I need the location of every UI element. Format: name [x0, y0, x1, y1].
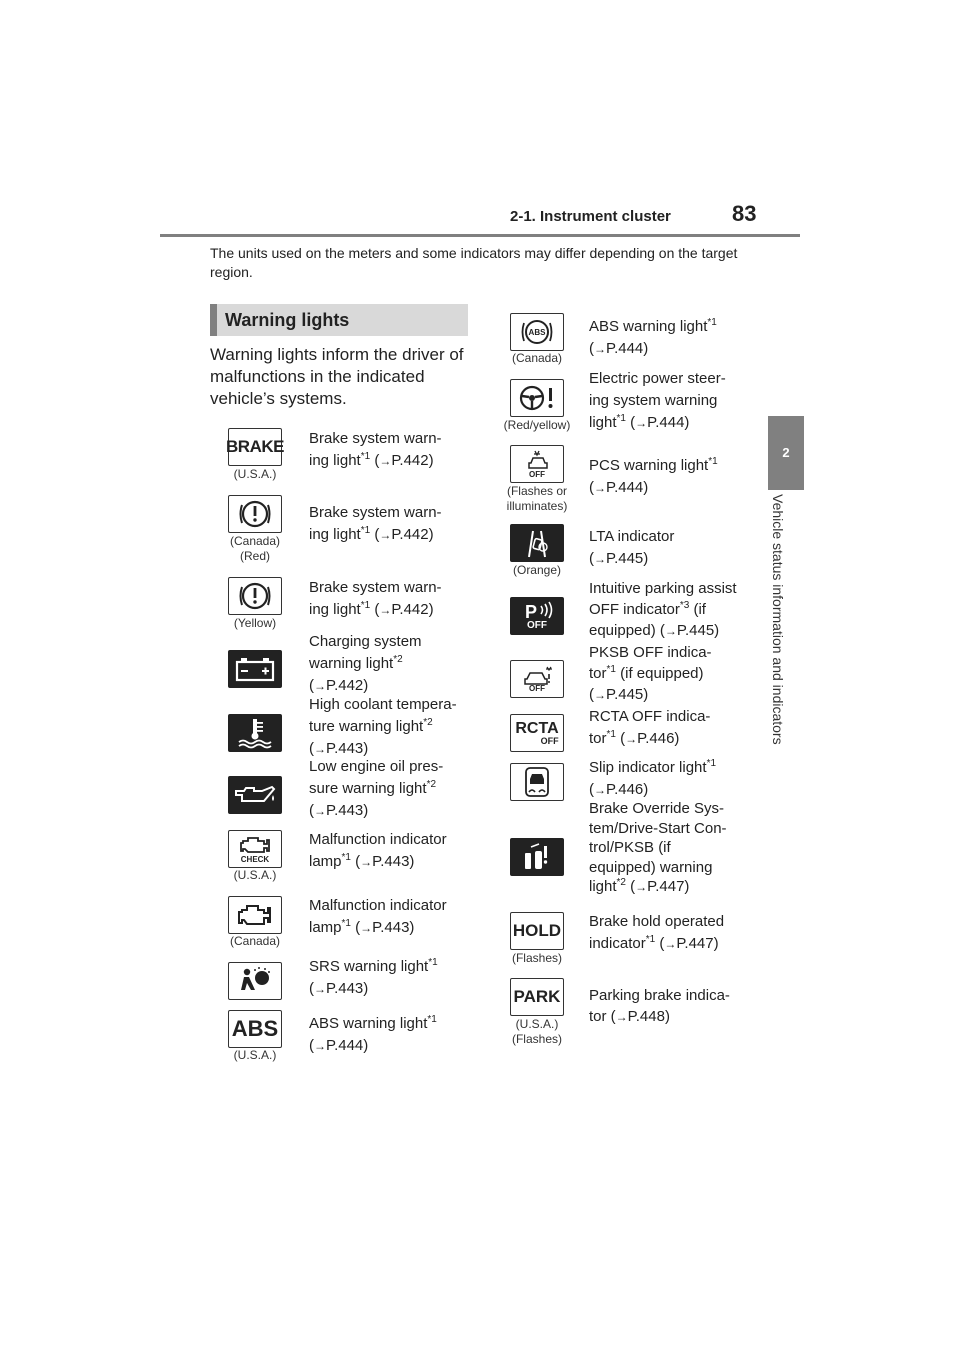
- page-ref[interactable]: P.442: [391, 526, 429, 543]
- intro-text: The units used on the meters and some indicators may differ depending on the target region.: [210, 245, 738, 280]
- page-ref[interactable]: P.444: [606, 340, 644, 357]
- arrow-icon: →: [360, 855, 373, 869]
- icon-label: (U.S.A.) (Flashes): [511, 1017, 562, 1046]
- page-ref[interactable]: P.444: [647, 414, 685, 431]
- entry-description: Brake Override Sys- tem/Drive-Start Con- trol/PKSB (if equipped) warning light$^{*2}$ (→P.447): [589, 800, 727, 895]
- arrow-icon: →: [314, 1039, 326, 1053]
- page-ref[interactable]: P.443: [326, 802, 364, 819]
- desc-line: lamp: [309, 919, 342, 936]
- slip-indicator-icon: [510, 763, 564, 801]
- entry-description: Low engine oil pres- sure warning light$^{*2}$ (→P.443): [309, 758, 444, 819]
- desc-line: equipped) warning: [589, 858, 713, 876]
- battery-icon: [228, 650, 282, 688]
- footnote-mark: *1: [707, 317, 717, 328]
- page-ref[interactable]: P.447: [647, 878, 685, 895]
- page-ref[interactable]: P.443: [372, 853, 410, 870]
- icon-label: (U.S.A.): [233, 467, 277, 481]
- brake-override-icon: [510, 838, 564, 876]
- desc-line: light: [589, 878, 617, 895]
- icon-label: (U.S.A.): [233, 1048, 277, 1062]
- page-ref[interactable]: P.443: [372, 919, 410, 936]
- pksb-off-icon: [510, 660, 564, 698]
- page-ref[interactable]: P.444: [326, 1037, 364, 1054]
- entry-description: LTA indicator (→P.445): [589, 528, 675, 567]
- arrow-icon: →: [314, 679, 326, 693]
- arrow-icon: →: [635, 416, 648, 430]
- entry-description: Brake hold operated indicator$^{*1}$ (→P.447): [589, 913, 725, 952]
- page-ref[interactable]: P.445: [676, 622, 715, 639]
- desc-line: sure warning light: [309, 780, 427, 797]
- arrow-icon: →: [594, 688, 606, 702]
- airbag-icon: [228, 962, 282, 1000]
- footnote-mark: *1: [606, 729, 616, 740]
- icon-text: BRAKE: [226, 437, 284, 456]
- icon-text: PARK: [513, 987, 561, 1006]
- icon-label: (U.S.A.): [233, 868, 277, 882]
- page-ref[interactable]: P.443: [326, 740, 364, 757]
- page-ref[interactable]: P.447: [676, 935, 714, 952]
- desc-line: light: [589, 414, 617, 431]
- desc-line: OFF indicator: [589, 601, 680, 618]
- arrow-icon: →: [615, 1010, 628, 1024]
- desc-line: Malfunction indicator: [309, 897, 447, 914]
- footnote-mark: *3: [679, 600, 690, 611]
- footnote-mark: *2: [616, 877, 626, 888]
- footnote-mark: *1: [606, 664, 616, 675]
- section-description: Warning lights inform the driver of malfunctions in the indicated vehicle’s systems.: [210, 345, 464, 408]
- entry-description: Brake system warn- ing light$^{*1}$ (→P.442): [309, 430, 442, 469]
- desc-line: Brake system warn-: [309, 430, 442, 447]
- pcs-warning-icon: [510, 445, 564, 483]
- footnote-mark: *1: [706, 758, 717, 769]
- icon-label: (Canada) (Red): [229, 534, 281, 563]
- icon-label: (Flashes): [511, 951, 562, 965]
- arrow-icon: →: [314, 982, 326, 996]
- abs-text-icon: [228, 1010, 282, 1048]
- footnote-mark: *1: [428, 957, 438, 968]
- arrow-icon: →: [594, 481, 606, 495]
- hold-text-icon: [510, 912, 564, 950]
- icon-label: (Canada): [229, 934, 281, 948]
- desc-line: Brake system warn-: [309, 579, 442, 596]
- desc-line: LTA indicator: [589, 528, 675, 545]
- icon-text: CHECK: [240, 854, 270, 864]
- footnote-mark: *1: [341, 918, 351, 929]
- desc-suffix: (if equipped): [615, 665, 704, 682]
- desc-line: equipped) (: [589, 622, 665, 639]
- footnote-mark: *1: [708, 456, 718, 467]
- check-engine-icon: [228, 830, 282, 868]
- footnote-mark: *1: [360, 525, 371, 536]
- icon-text: OFF: [529, 470, 545, 479]
- entry-description: Malfunction indicator lamp$^{*1}$ (→P.443): [309, 897, 447, 936]
- icon-label: (Orange): [512, 563, 562, 577]
- page-ref[interactable]: P.445: [606, 686, 644, 703]
- desc-line: Brake system warn-: [309, 504, 442, 521]
- coolant-temperature-icon: [228, 714, 282, 752]
- desc-line: tor (: [589, 1008, 616, 1025]
- entry-description: High coolant tempera- ture warning light$^{*2}$ (→P.443): [309, 696, 457, 757]
- arrow-icon: →: [360, 921, 373, 935]
- page-number: 83: [732, 201, 757, 226]
- desc-line: tor: [589, 730, 607, 747]
- desc-line: Low engine oil pres-: [309, 758, 444, 775]
- desc-line: Malfunction indicator: [309, 831, 447, 848]
- footnote-mark: *1: [427, 1014, 437, 1025]
- icon-label: (Canada): [511, 351, 563, 365]
- entry-description: Slip indicator light$^{*1}$ (→P.446): [589, 758, 717, 798]
- steering-wheel-warning-icon: [510, 379, 564, 417]
- icon-text: OFF: [529, 684, 545, 693]
- svg-text:P: P: [525, 602, 538, 621]
- desc-line: PCS warning light: [589, 457, 709, 474]
- arrow-icon: →: [594, 342, 606, 356]
- chapter-tab-title: Vehicle status information and indicators: [770, 494, 786, 745]
- desc-line: PKSB OFF indica-: [589, 644, 712, 661]
- entry-description: Electric power steer- ing system warning light$^{*1}$ (→P.444): [589, 370, 726, 431]
- arrow-icon: →: [314, 742, 326, 756]
- desc-line: ABS warning light: [309, 1015, 428, 1032]
- footnote-mark: *1: [360, 600, 371, 611]
- desc-line: Brake hold operated: [589, 913, 725, 930]
- arrow-icon: →: [625, 732, 638, 746]
- page-ref[interactable]: P.446: [637, 730, 675, 747]
- entry-description: SRS warning light$^{*1}$ (→P.443): [309, 957, 438, 997]
- oil-can-icon: [228, 776, 282, 814]
- engine-icon: [228, 896, 282, 934]
- entry-description: PCS warning light$^{*1}$ (→P.444): [589, 456, 718, 496]
- rcta-off-icon: [510, 714, 564, 752]
- desc-line: warning light: [309, 655, 394, 672]
- arrow-icon: →: [594, 552, 606, 566]
- arrow-icon: →: [664, 624, 677, 638]
- entry-description: PKSB OFF indica- tor$^{*1}$ (if equipped) (→P.445): [589, 644, 712, 703]
- exclamation-circle-icon: [228, 495, 282, 533]
- footnote-mark: *1: [341, 852, 351, 863]
- desc-line: RCTA OFF indica-: [589, 708, 711, 725]
- section-heading: Warning lights: [210, 304, 468, 336]
- desc-line: ing light: [309, 452, 361, 469]
- entry-description: Charging system warning light$^{*2}$ (→P.442): [309, 633, 422, 694]
- desc-line: lamp: [309, 853, 342, 870]
- desc-line: trol/PKSB (if: [589, 839, 671, 856]
- header-rule: [160, 234, 800, 237]
- icon-text: ABS: [231, 1016, 279, 1041]
- page-ref[interactable]: P.443: [326, 980, 364, 997]
- arrow-icon: →: [664, 937, 677, 951]
- footnote-mark: *2: [426, 779, 437, 790]
- entry-description: Malfunction indicator lamp$^{*1}$ (→P.443): [309, 831, 447, 870]
- exclamation-circle-icon: [228, 577, 282, 615]
- arrow-icon: →: [379, 603, 392, 617]
- desc-line: Parking brake indica-: [589, 987, 730, 1004]
- desc-line: tem/Drive-Start Con-: [589, 819, 727, 837]
- desc-suffix: (if: [689, 601, 706, 618]
- desc-line: ture warning light: [309, 718, 424, 735]
- icon-label: (Yellow): [233, 616, 277, 630]
- desc-line: Slip indicator light: [589, 759, 707, 776]
- arrow-icon: →: [635, 880, 648, 894]
- footnote-mark: *1: [360, 451, 371, 462]
- header-title: 2-1. Instrument cluster: [510, 208, 671, 225]
- desc-line: Charging system: [309, 633, 422, 650]
- page-ref[interactable]: P.442: [326, 677, 364, 694]
- page-ref[interactable]: P.444: [606, 479, 644, 496]
- icon-text: ABS: [528, 327, 546, 337]
- desc-line: tor: [589, 665, 607, 682]
- chapter-tab-number: 2: [768, 416, 804, 490]
- abs-circle-icon: [510, 313, 564, 351]
- entry-description: RCTA OFF indica- tor$^{*1}$ (→P.446): [589, 708, 711, 747]
- desc-line: ing system warning: [589, 392, 718, 409]
- icon-text: OFF: [527, 620, 547, 631]
- footnote-mark: *1: [645, 934, 656, 945]
- icon-text: RCTA: [515, 720, 559, 737]
- brake-text-icon: [228, 428, 282, 466]
- icon-label: (Flashes or illuminates): [506, 484, 568, 513]
- entry-description: Brake system warn- ing light$^{*1}$ (→P.442): [309, 579, 442, 618]
- arrow-icon: →: [379, 528, 392, 542]
- desc-line: SRS warning light: [309, 958, 429, 975]
- page-ref[interactable]: P.442: [391, 452, 429, 469]
- desc-line: Brake Override Sys-: [589, 800, 725, 817]
- icon-label: (Red/yellow): [503, 418, 571, 432]
- park-text-icon: [510, 978, 564, 1016]
- desc-line: ABS warning light: [589, 318, 708, 335]
- entry-description: Intuitive parking assist OFF indicator$^{*3}$ (if equipped) (→P.445): [589, 580, 737, 639]
- entry-description: Brake system warn- ing light$^{*1}$ (→P.442): [309, 504, 442, 543]
- footnote-mark: *1: [616, 413, 626, 424]
- desc-line: ing light: [309, 526, 361, 543]
- arrow-icon: →: [594, 783, 606, 797]
- page-ref[interactable]: P.445: [606, 550, 644, 567]
- entry-description: ABS warning light$^{*1}$ (→P.444): [589, 317, 717, 357]
- page-ref[interactable]: P.448: [627, 1008, 665, 1025]
- page-ref[interactable]: P.446: [606, 781, 644, 798]
- icon-text: HOLD: [512, 921, 562, 940]
- page-ref[interactable]: P.442: [391, 601, 429, 618]
- entry-description: Parking brake indica- tor (→P.448): [589, 987, 730, 1025]
- desc-line: Electric power steer-: [589, 370, 726, 387]
- footnote-mark: *2: [393, 654, 403, 665]
- icon-subtext: OFF: [540, 736, 559, 746]
- parking-assist-off-icon: [510, 597, 564, 635]
- desc-line: ing light: [309, 601, 361, 618]
- arrow-icon: →: [379, 454, 392, 468]
- desc-line: Intuitive parking assist: [589, 580, 737, 597]
- desc-line: indicator: [589, 935, 646, 952]
- entry-description: ABS warning light$^{*1}$ (→P.444): [309, 1014, 437, 1054]
- footnote-mark: *2: [423, 717, 433, 728]
- desc-line: High coolant tempera-: [309, 696, 457, 713]
- lta-icon: [510, 524, 564, 562]
- arrow-icon: →: [314, 804, 326, 818]
